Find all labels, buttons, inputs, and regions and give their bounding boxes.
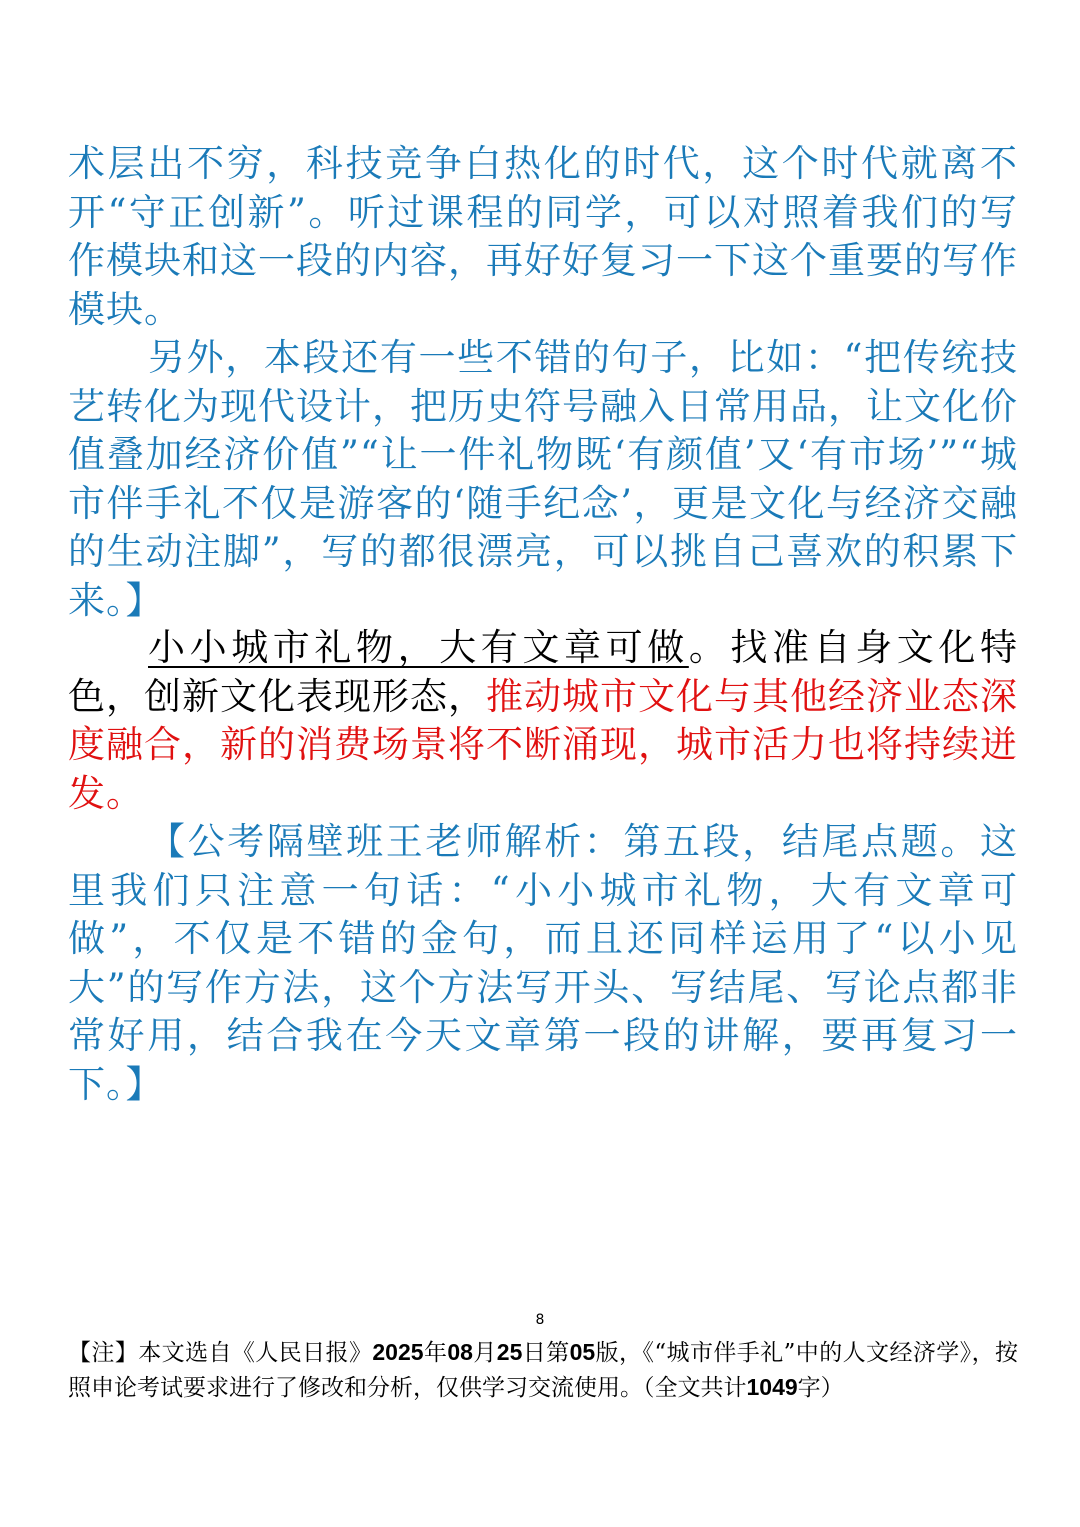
footnote-text: 年 bbox=[423, 1340, 448, 1366]
footnote-edition: 05 bbox=[569, 1339, 596, 1365]
footnote-text: 月 bbox=[472, 1340, 497, 1366]
highlighted-red-text: 推动城市文化与其他经济业态深度融合，新的消费场景将不断涌现，城市活力也将持续迸发。 bbox=[68, 674, 1018, 815]
page-number: 8 bbox=[535, 1312, 545, 1328]
paragraph-teacher-analysis bbox=[68, 818, 1018, 1109]
footnote-year: 2025 bbox=[372, 1339, 424, 1365]
footnote-day: 25 bbox=[496, 1339, 523, 1365]
paragraph-text: 【公考隔壁班王老师解析：第五段，结尾点题。这里我们只注意一句话：“小小城市礼物，大有文章可做”，不仅是不错的金句，而且还同样运用了“以小见大”的写作方法，这个方法写开头、写结尾、写论点都非常好用，结合我在今天文章第一段的讲解，要再复习一下。】 bbox=[68, 820, 1018, 1106]
paragraph-good-sentences bbox=[68, 334, 1018, 625]
paragraph-text: 术层出不穷，科技竞争白热化的时代，这个时代就离不开“守正创新”。听过课程的同学，可以对照着我们的写作模块和这一段的内容，再好好复习一下这个重要的写作模块。 bbox=[68, 142, 1018, 331]
footnote-word-count: 1049 bbox=[746, 1374, 798, 1400]
paragraph-continuation bbox=[68, 140, 1018, 334]
footnote-text: 字） bbox=[797, 1375, 844, 1401]
footnote-month: 08 bbox=[447, 1339, 473, 1365]
paragraph-fifth-section bbox=[68, 624, 1018, 818]
footnote bbox=[68, 1335, 1018, 1405]
footnote-text: 版，《“城市伴手礼”中的人文经济学》，按照申论考试要求进行了修改和分析，仅供学习交流使用。（全文共计 bbox=[68, 1340, 1019, 1401]
underlined-key-sentence: 小小城市礼物，大有文章可做 bbox=[148, 626, 689, 669]
black-text: 。找准自身文化特色，创新文化表现形态， bbox=[68, 626, 1019, 718]
paragraph-text: 另外，本段还有一些不错的句子，比如：“把传统技艺转化为现代设计，把历史符号融入日常用品，让文化价值叠加经济价值”“让一件礼物既‘有颜值’又‘有市场’”“城市伴手礼不仅是游客的‘随手纪念’，更是文化与经济交融的生动注脚”，写的都很漂亮，可以挑自己喜欢的积累下来。】 bbox=[68, 336, 1018, 622]
footnote-text: 日第 bbox=[522, 1340, 570, 1366]
footnote-text: 【注】本文选自《人民日报》 bbox=[68, 1340, 373, 1366]
